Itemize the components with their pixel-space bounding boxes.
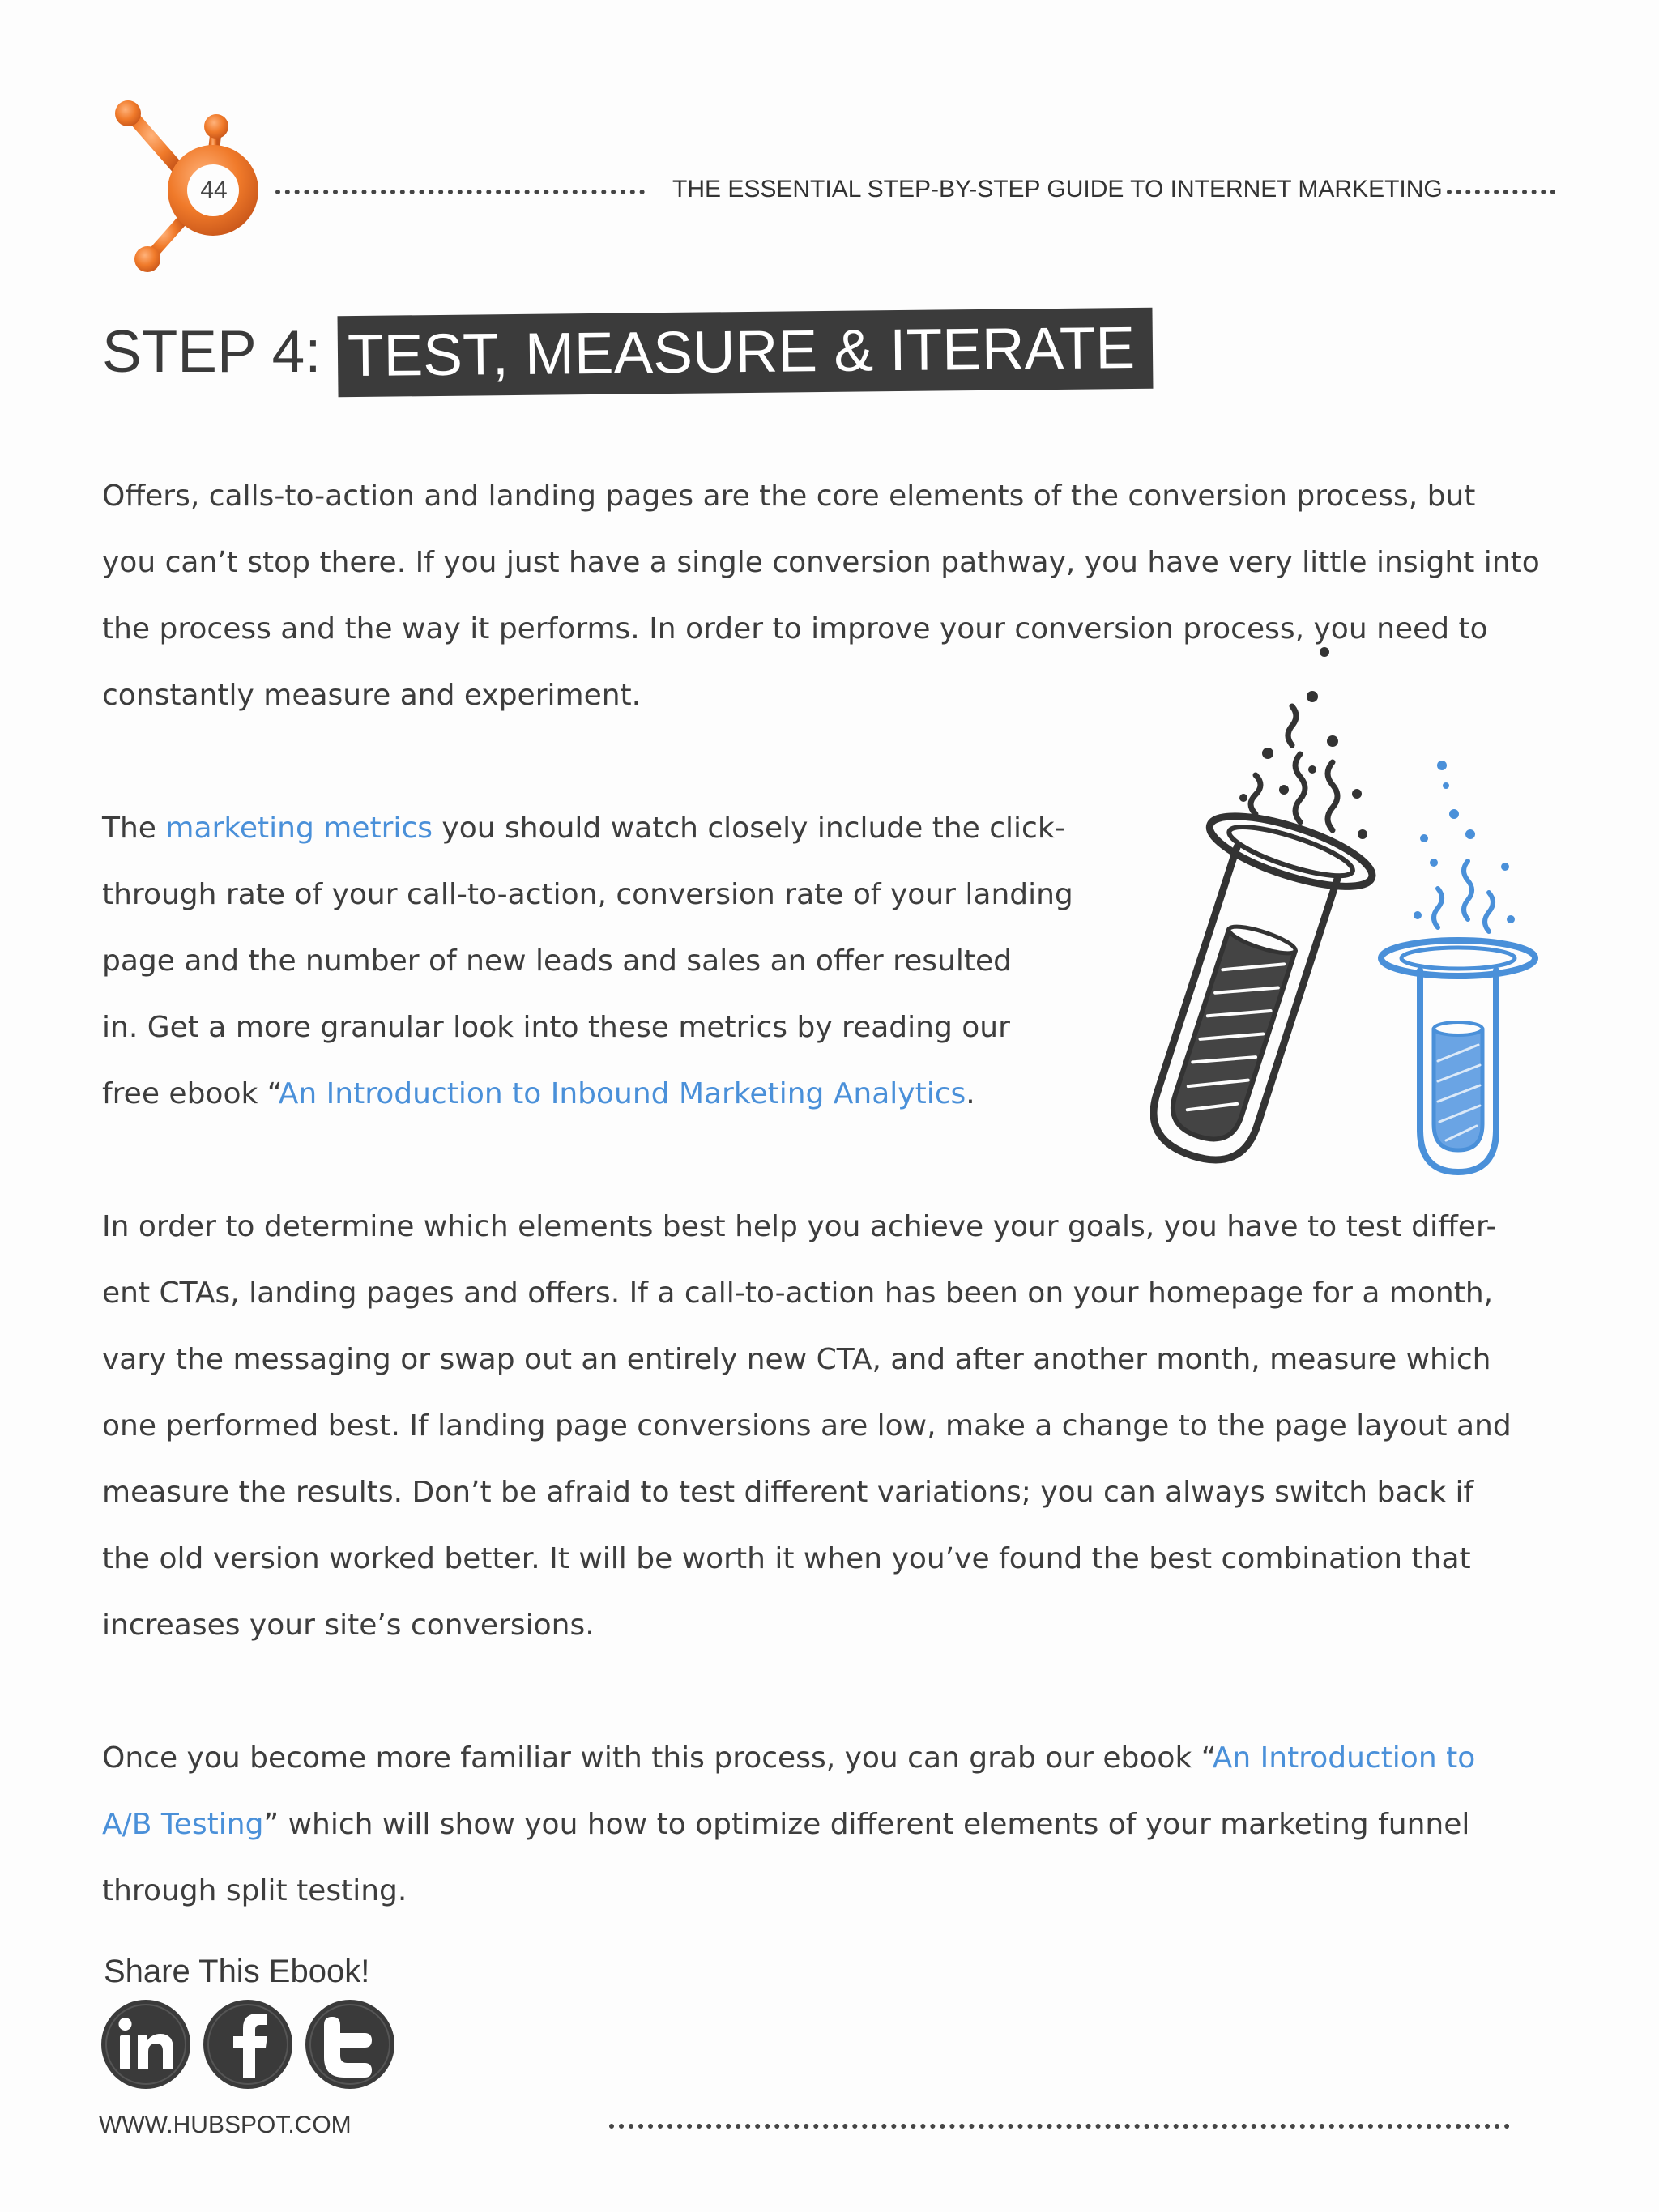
share-label: Share This Ebook! bbox=[104, 1954, 370, 1989]
paragraph-2-text: . bbox=[966, 1077, 975, 1110]
linkedin-icon bbox=[99, 1997, 193, 2091]
paragraph-1-line-3: the process and the way it performs. In order to improve your conversion process, you need to bbox=[102, 612, 1488, 646]
header-divider-left bbox=[275, 190, 645, 194]
paragraph-4-text: Once you become more familiar with this process, you can grab our ebook “ bbox=[102, 1741, 1213, 1775]
inbound-analytics-ebook-link[interactable]: An Introduction to Inbound Marketing Analytics bbox=[278, 1077, 966, 1110]
paragraph-4-line-1 bbox=[102, 1725, 1475, 1792]
step-heading bbox=[102, 312, 1153, 393]
hubspot-logo bbox=[105, 99, 267, 277]
step-heading-highlight: TEST, MEASURE & ITERATE bbox=[337, 308, 1153, 398]
paragraph-3-line-2: ent CTAs, landing pages and offers. If a call-to-action has been on your homepage for a month, bbox=[102, 1276, 1494, 1310]
footer-divider bbox=[609, 2124, 1510, 2129]
footer-url[interactable]: WWW.HUBSPOT.COM bbox=[99, 2112, 352, 2138]
paragraph-1-line-4: constantly measure and experiment. bbox=[102, 679, 642, 712]
twitter-share-button[interactable] bbox=[303, 1997, 397, 2091]
test-tubes-illustration bbox=[1150, 640, 1547, 1183]
paragraph-3-line-4: one performed best. If landing page conversions are low, make a change to the page layout and bbox=[102, 1409, 1512, 1443]
paragraph-2-text: free ebook “ bbox=[102, 1077, 279, 1110]
paragraph-2-line-3: page and the number of new leads and sales an offer resulted bbox=[102, 944, 1012, 978]
paragraph-2-line-4: in. Get a more granular look into these metrics by reading our bbox=[102, 1011, 1010, 1044]
ab-testing-ebook-link[interactable]: A/B Testing bbox=[102, 1808, 264, 1841]
paragraph-4-line-2 bbox=[102, 1792, 1469, 1858]
header-title: THE ESSENTIAL STEP-BY-STEP GUIDE TO INTERNET MARKETING bbox=[672, 176, 1443, 202]
paragraph-3-line-6: the old version worked better. It will be worth it when you’ve found the best combination that bbox=[102, 1542, 1471, 1575]
paragraph-4-text: ” which will show you how to optimize different elements of your marketing funnel bbox=[263, 1808, 1470, 1841]
page-number: 44 bbox=[200, 177, 228, 203]
paragraph-1-line-1: Offers, calls-to-action and landing pages are the core elements of the conversion process, but bbox=[102, 479, 1476, 513]
header-divider-right bbox=[1447, 190, 1555, 194]
ab-testing-ebook-link[interactable]: An Introduction to bbox=[1212, 1741, 1476, 1775]
paragraph-2-line-2: through rate of your call-to-action, conversion rate of your landing bbox=[102, 878, 1073, 911]
facebook-share-button[interactable] bbox=[201, 1997, 295, 2091]
paragraph-3-line-7: increases your site’s conversions. bbox=[102, 1609, 595, 1642]
paragraph-2-text: you should watch closely include the click- bbox=[432, 812, 1065, 845]
paragraph-2-line-1 bbox=[102, 795, 1065, 862]
paragraph-2-line-5 bbox=[102, 1061, 975, 1127]
paragraph-1-line-2: you can’t stop there. If you just have a single conversion pathway, you have very little insight into bbox=[102, 546, 1540, 579]
twitter-icon bbox=[303, 1997, 397, 2091]
paragraph-3-line-3: vary the messaging or swap out an entirely new CTA, and after another month, measure which bbox=[102, 1343, 1491, 1376]
paragraph-2-text: The bbox=[102, 812, 166, 845]
facebook-icon bbox=[201, 1997, 295, 2091]
paragraph-3-line-1: In order to determine which elements best help you achieve your goals, you have to test differ- bbox=[102, 1210, 1497, 1243]
linkedin-share-button[interactable] bbox=[99, 1997, 193, 2091]
paragraph-4-line-3: through split testing. bbox=[102, 1874, 407, 1907]
step-heading-prefix: STEP 4: bbox=[102, 319, 322, 385]
marketing-metrics-link[interactable]: marketing metrics bbox=[165, 812, 433, 845]
paragraph-3-line-5: measure the results. Don’t be afraid to test different variations; you can always switch back if bbox=[102, 1476, 1474, 1509]
